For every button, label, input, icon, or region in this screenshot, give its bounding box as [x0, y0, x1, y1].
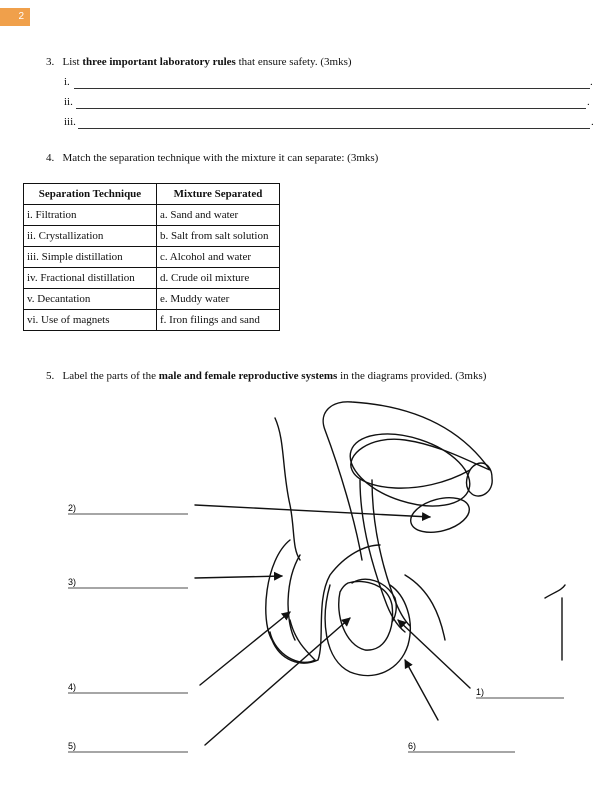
technique-cell: iv. Fractional distillation: [24, 268, 157, 289]
scrotum-outline: [325, 585, 410, 676]
technique-cell: i. Filtration: [24, 205, 157, 226]
question-5-text-post: in the diagrams provided. (3mks): [337, 370, 487, 382]
answer-line-iii-end: .: [591, 116, 594, 128]
page-number-badge: 2: [0, 8, 30, 26]
diagram-label-4: 4): [68, 682, 77, 692]
side-outline: [545, 585, 565, 660]
table-row: [24, 268, 280, 289]
answer-line-ii[interactable]: [76, 108, 586, 109]
penis-outline: [266, 540, 380, 663]
table-row: [24, 226, 280, 247]
answer-label-iii: iii.: [64, 116, 76, 128]
mixture-cell: c. Alcohol and water: [157, 247, 280, 268]
technique-cell: vi. Use of magnets: [24, 310, 157, 331]
male-reproductive-system-diagram: [0, 390, 612, 790]
pointer-arrow-2: [195, 505, 430, 517]
question-3-number: 3.: [46, 56, 55, 68]
answer-line-ii-end: .: [587, 96, 590, 108]
question-3-text-post: that ensure safety. (3mks): [235, 56, 352, 68]
question-4-text: Match the separation technique with the mixture it can separate: (3mks): [62, 152, 379, 164]
prostate-gland: [407, 492, 473, 538]
table-header-mixture: Mixture Separated: [157, 184, 280, 205]
testis-outline: [339, 581, 393, 650]
vas-deferens-loop: [323, 402, 490, 560]
answer-label-ii: ii.: [64, 96, 73, 108]
diagram-label-6: 6): [408, 741, 417, 751]
question-3: [46, 55, 352, 69]
table-row: [24, 247, 280, 268]
mixture-cell: b. Salt from salt solution: [157, 226, 280, 247]
technique-cell: ii. Crystallization: [24, 226, 157, 247]
table-row: [24, 205, 280, 226]
question-5: [46, 369, 486, 383]
answer-line-i[interactable]: [74, 88, 590, 89]
question-3-text-pre: List: [62, 56, 83, 68]
question-3-text-bold: three important laboratory rules: [82, 56, 236, 68]
mixture-cell: a. Sand and water: [157, 205, 280, 226]
diagram-label-3: 3): [68, 577, 77, 587]
table-header-row: [24, 184, 280, 205]
answer-line-i-end: .: [590, 76, 593, 88]
mixture-cell: e. Muddy water: [157, 289, 280, 310]
table-row: [24, 289, 280, 310]
table-header-technique: Separation Technique: [24, 184, 157, 205]
mixture-cell: f. Iron filings and sand: [157, 310, 280, 331]
abdomen-outline: [275, 418, 300, 560]
question-4: [46, 151, 378, 165]
penis-inner: [288, 555, 300, 640]
technique-cell: iii. Simple distillation: [24, 247, 157, 268]
pointer-arrow-5: [205, 618, 350, 745]
answer-label-i: i.: [64, 76, 70, 88]
table-row: [24, 310, 280, 331]
diagram-label-2: 2): [68, 503, 77, 513]
technique-cell: v. Decantation: [24, 289, 157, 310]
diagram-label-5: 5): [68, 741, 77, 751]
mixture-cell: d. Crude oil mixture: [157, 268, 280, 289]
question-5-text-pre: Label the parts of the: [62, 370, 159, 382]
question-4-number: 4.: [46, 152, 55, 164]
diagram-label-1: 1): [476, 687, 485, 697]
pointer-arrow-1: [398, 620, 470, 688]
answer-line-iii[interactable]: [78, 128, 590, 129]
separation-matching-table: [23, 183, 280, 331]
question-5-number: 5.: [46, 370, 55, 382]
pointer-arrow-6: [405, 660, 438, 720]
glans: [270, 620, 315, 662]
diagram-labels: [68, 503, 564, 752]
question-5-text-bold: male and female reproductive systems: [158, 370, 338, 382]
